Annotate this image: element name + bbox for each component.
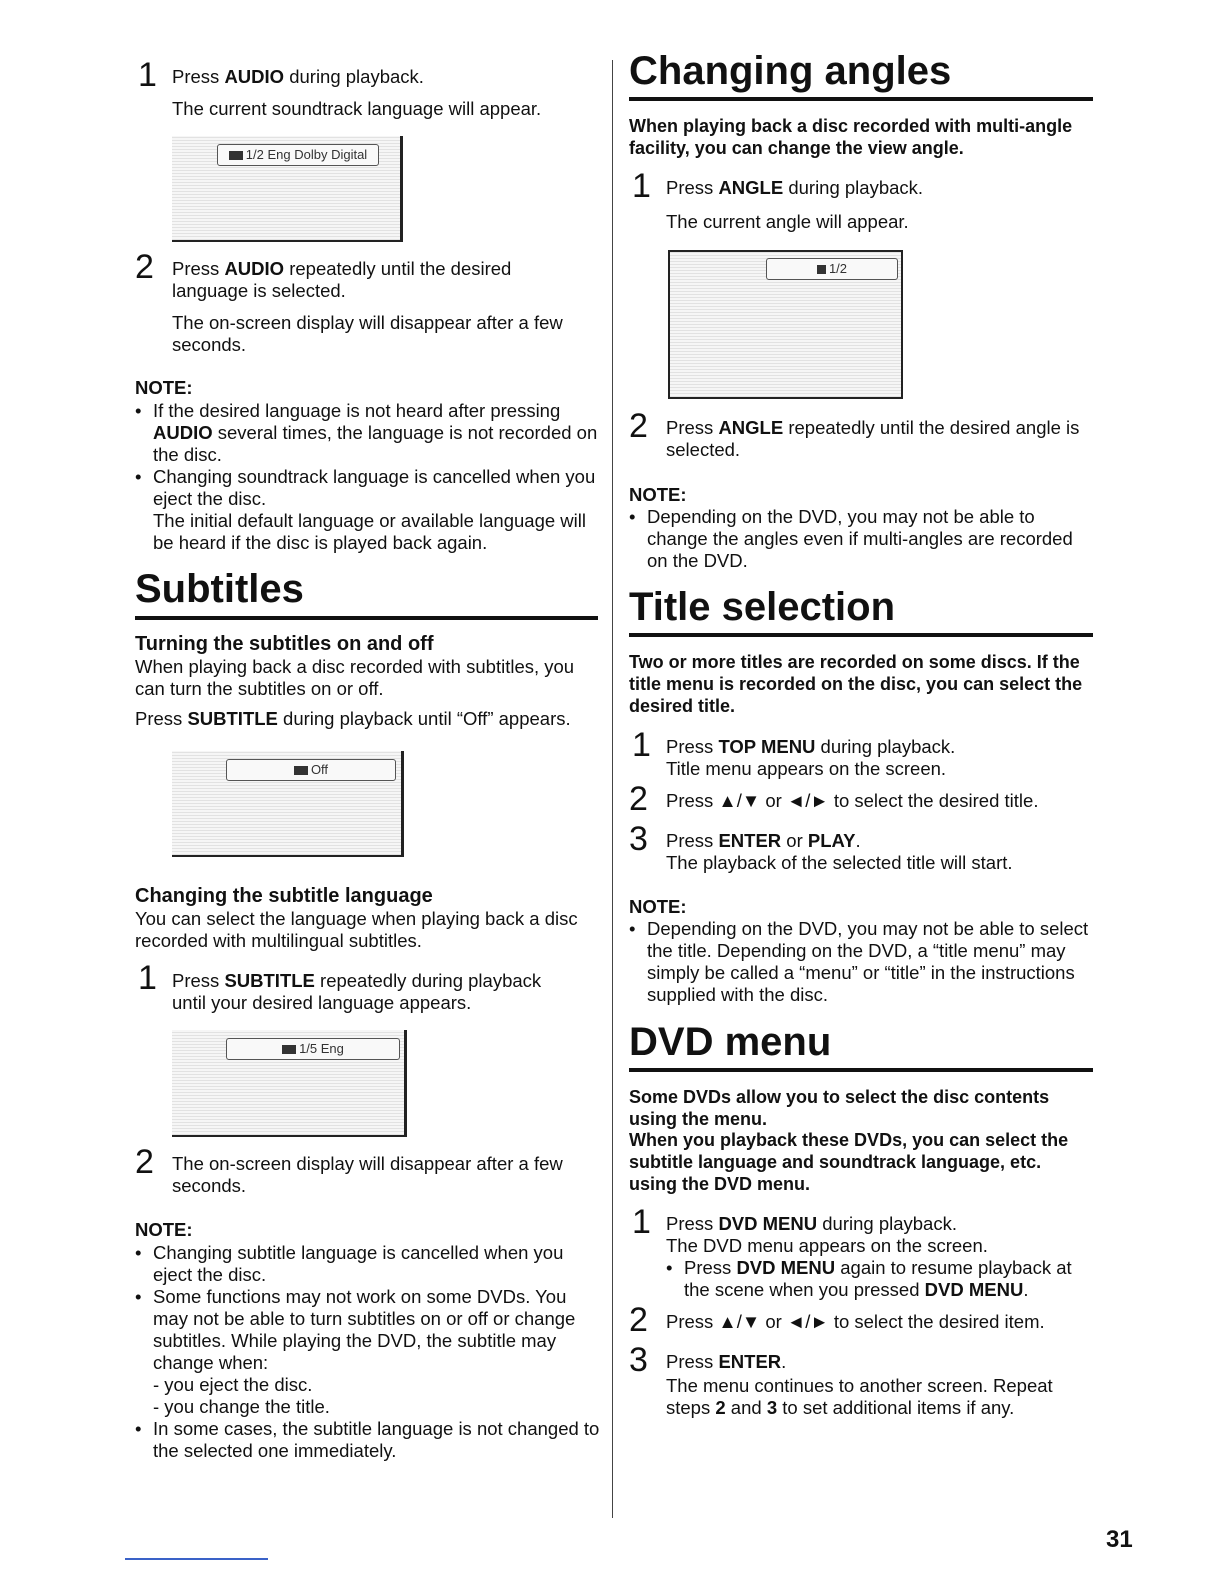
note-item: • Changing subtitle language is cancelled when you eject the disc. <box>135 1242 600 1286</box>
page-number: 31 <box>1106 1526 1133 1553</box>
note-item: • Some functions may not work on some DVDs. You may not be able to turn subtitles on or off or change subtitles. While playing the DVD, the subtitle may change when: - you eject the disc. - you change the title. <box>135 1286 600 1418</box>
subtitle-step2: The on-screen display will disappear after a few seconds. <box>172 1153 563 1196</box>
section-title-subtitles: Subtitles <box>135 567 304 611</box>
dvd-step1: Press DVD MENU during playback. <box>666 1213 957 1234</box>
dvd-menu-lead1: Some DVDs allow you to select the disc contents using the menu. <box>629 1087 1050 1129</box>
audio-step1: Press AUDIO during playback. <box>172 66 424 87</box>
step-number: 1 <box>632 167 651 205</box>
note-item: • Changing soundtrack language is cancelled when you eject the disc. The initial default language or available language will be heard if the disc is played back again. <box>135 466 600 554</box>
subtitle-step1: Press SUBTITLE repeatedly during playback until your desired language appears. <box>172 970 542 1013</box>
audio-step2-sub: The on-screen display will disappear after a few seconds. <box>172 312 563 355</box>
section-rule <box>629 1068 1093 1072</box>
step-number: 1 <box>632 1203 651 1241</box>
footer-line <box>125 1558 268 1560</box>
subtitle-icon <box>229 151 243 160</box>
subtitle-notes <box>135 1242 600 1462</box>
subtitle-language-intro: You can select the language when playing back a disc recorded with multilingual subtitles. <box>135 908 578 951</box>
audio-step2: Press AUDIO repeatedly until the desired language is selected. <box>172 258 512 301</box>
angles-notes <box>629 506 1094 572</box>
dvd-step3-sub: The menu continues to another screen. Repeat steps 2 and 3 to set additional items if any. <box>666 1375 1053 1418</box>
angles-lead: When playing back a disc recorded with multi-angle facility, you can change the view angle. <box>629 116 1073 158</box>
note-item: • Press DVD MENU again to resume playback at the scene when you pressed DVD MENU. <box>666 1257 1094 1301</box>
dvd-step1-bullets <box>666 1257 1094 1301</box>
step-number: 1 <box>138 56 157 94</box>
camera-icon <box>817 265 826 274</box>
subtitles-intro: When playing back a disc recorded with subtitles, you can turn the subtitles on or off. <box>135 656 575 699</box>
dvd-step1-sub: The DVD menu appears on the screen. <box>666 1235 988 1256</box>
section-title-angles: Changing angles <box>629 49 952 93</box>
dvd-menu-lead2: When you playback these DVDs, you can select the subtitle language and soundtrack language, etc. using the DVD menu. <box>629 1130 1069 1194</box>
note-item: • Depending on the DVD, you may not be able to change the angles even if multi-angles are recorded on the DVD. <box>629 506 1094 572</box>
step-number: 3 <box>629 1341 648 1379</box>
angles-step1-sub: The current angle will appear. <box>666 211 909 232</box>
audio-notes <box>135 400 600 554</box>
step-number: 3 <box>629 820 648 858</box>
step-number: 2 <box>629 1301 648 1339</box>
section-rule <box>135 616 598 620</box>
audio-step1-sub: The current soundtrack language will appear. <box>172 98 542 119</box>
title-selection-lead: Two or more titles are recorded on some discs. If the title menu is recorded on the disc, you can select the desired title. <box>629 652 1083 716</box>
step-number: 2 <box>135 248 154 286</box>
dvd-step3: Press ENTER. <box>666 1351 787 1372</box>
title-step1-sub: Title menu appears on the screen. <box>666 758 947 779</box>
step-number: 1 <box>632 726 651 764</box>
column-divider <box>612 60 613 1518</box>
note-heading: NOTE: <box>629 484 687 505</box>
section-title-title-selection: Title selection <box>629 585 896 629</box>
step-number: 2 <box>629 407 648 445</box>
subtitle-lang-osd-screen <box>172 1030 407 1137</box>
section-title-dvd-menu: DVD menu <box>629 1020 832 1064</box>
subtitle-off-osd-bar: Off <box>226 759 396 781</box>
subtitle-off-osd-screen <box>172 751 404 857</box>
title-step3: Press ENTER or PLAY. <box>666 830 861 851</box>
section-rule <box>629 97 1093 101</box>
note-item: • In some cases, the subtitle language is not changed to the selected one immediately. <box>135 1418 600 1462</box>
note-heading: NOTE: <box>135 1219 193 1240</box>
note-item: • Depending on the DVD, you may not be able to select the title. Depending on the DVD, a “title menu” may simply be called a “menu” or “title” in the instructions supplied with the disc. <box>629 918 1094 1006</box>
section-rule <box>629 633 1093 637</box>
note-heading: NOTE: <box>135 377 193 398</box>
step-number: 1 <box>138 959 157 997</box>
angles-step1: Press ANGLE during playback. <box>666 177 924 198</box>
audio-osd-bar: 1/2 Eng Dolby Digital <box>217 144 379 166</box>
dvd-step2: Press ▲/▼ or ◄/► to select the desired item. <box>666 1311 1045 1332</box>
subtitle-icon <box>282 1045 296 1054</box>
title-step2: Press ▲/▼ or ◄/► to select the desired title. <box>666 790 1039 811</box>
title-step1: Press TOP MENU during playback. <box>666 736 956 757</box>
title-selection-notes <box>629 918 1094 1006</box>
audio-osd-screen <box>172 136 403 242</box>
subtitle-icon <box>294 766 308 775</box>
subheading-turning-subtitles: Turning the subtitles on and off <box>135 633 434 655</box>
step-number: 2 <box>629 780 648 818</box>
subtitle-lang-osd-bar: 1/5 Eng <box>226 1038 400 1060</box>
angles-step2: Press ANGLE repeatedly until the desired angle is selected. <box>666 417 1080 460</box>
angle-osd-bar: 1/2 <box>766 258 898 280</box>
note-heading: NOTE: <box>629 896 687 917</box>
subtitles-press-off: Press SUBTITLE during playback until “Off” appears. <box>135 708 571 729</box>
step-number: 2 <box>135 1143 154 1181</box>
title-step3-sub: The playback of the selected title will start. <box>666 852 1013 873</box>
note-item: • If the desired language is not heard after pressing AUDIO several times, the language is not recorded on the disc. <box>135 400 600 466</box>
angle-osd-screen <box>668 250 903 399</box>
subheading-changing-subtitle-language: Changing the subtitle language <box>135 885 433 907</box>
